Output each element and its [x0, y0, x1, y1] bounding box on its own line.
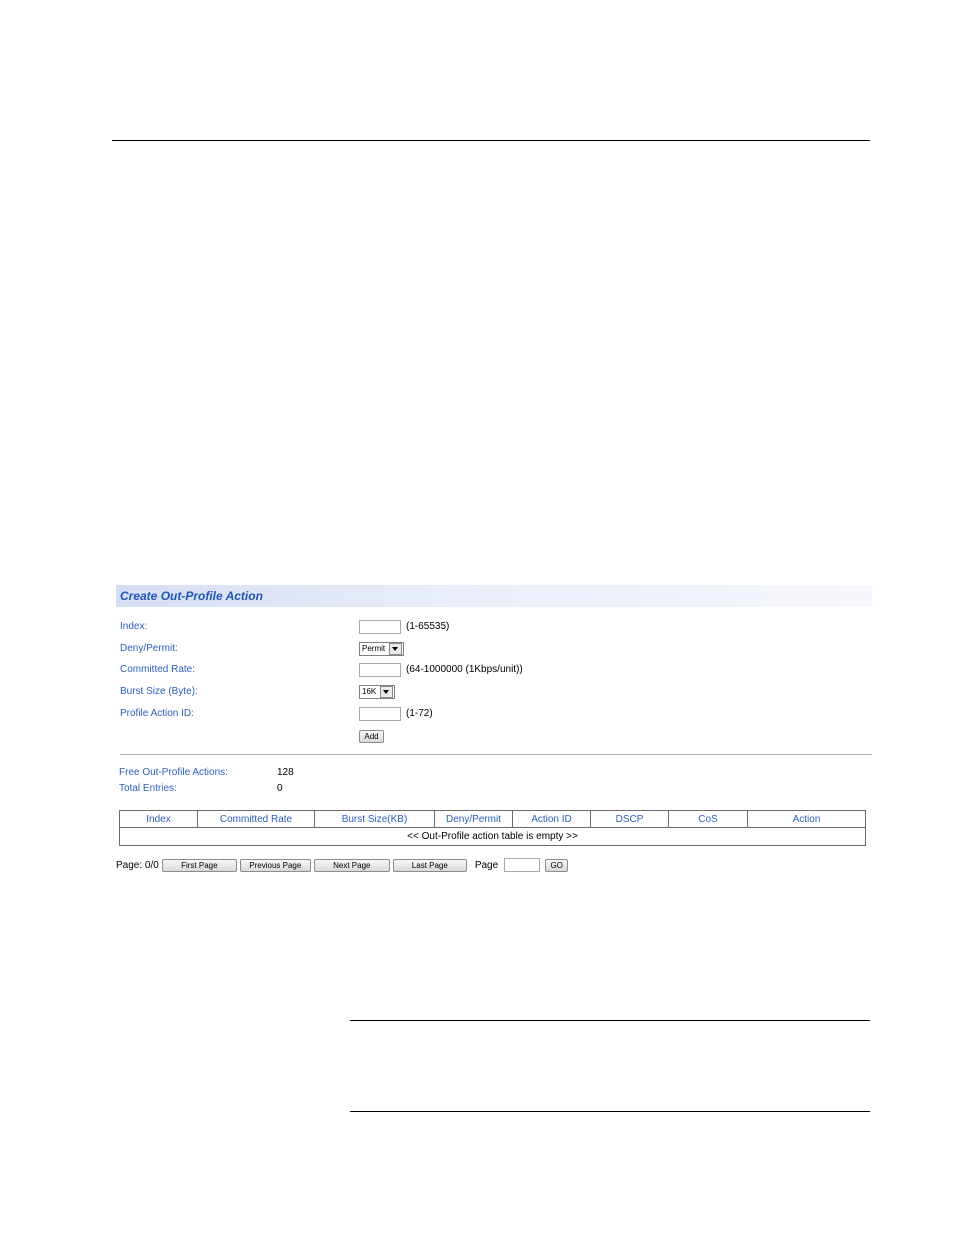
column-header-dscp: DSCP	[591, 811, 669, 828]
section-divider	[120, 754, 872, 755]
page-jump-label: Page	[474, 859, 499, 871]
committed-rate-label: Committed Rate:	[120, 664, 196, 675]
index-input[interactable]	[359, 620, 401, 634]
out-profile-action-table	[119, 810, 866, 846]
column-header-cos: CoS	[669, 811, 748, 828]
profile-action-id-label: Profile Action ID:	[120, 708, 194, 719]
go-button[interactable]: GO	[545, 859, 568, 872]
pagination-bar	[116, 857, 571, 873]
committed-rate-input[interactable]	[359, 663, 401, 677]
total-entries-label: Total Entries:	[119, 783, 177, 794]
profile-action-id-row	[120, 705, 860, 723]
free-actions-label: Free Out-Profile Actions:	[119, 767, 228, 778]
burst-size-label: Burst Size (Byte):	[120, 686, 198, 697]
burst-size-select[interactable]	[359, 685, 395, 699]
last-page-button[interactable]: Last Page	[393, 859, 467, 872]
dropdown-arrow-icon[interactable]	[389, 643, 402, 655]
committed-rate-row	[120, 661, 860, 679]
burst-size-selected-value: 16K	[362, 687, 377, 696]
column-header-action: Action	[748, 811, 866, 828]
column-header-index: Index	[120, 811, 198, 828]
profile-action-id-input[interactable]	[359, 707, 401, 721]
add-row	[120, 727, 860, 745]
deny-permit-selected-value: Permit	[362, 644, 386, 653]
deny-permit-label: Deny/Permit:	[120, 643, 178, 654]
bottom-rule-lower	[350, 1111, 870, 1112]
empty-table-message: << Out-Profile action table is empty >>	[120, 828, 866, 846]
index-row	[120, 618, 860, 636]
column-header-burst-size: Burst Size(KB)	[315, 811, 435, 828]
bottom-rule-upper	[350, 1020, 870, 1021]
panel-title: Create Out-Profile Action	[116, 585, 872, 607]
deny-permit-select[interactable]	[359, 642, 404, 656]
total-entries-value: 0	[277, 783, 283, 794]
column-header-action-id: Action ID	[513, 811, 591, 828]
first-page-button[interactable]: First Page	[162, 859, 237, 872]
page-jump-input[interactable]	[504, 858, 540, 872]
index-range-hint: (1-65535)	[406, 621, 450, 632]
table-row	[120, 828, 866, 846]
next-page-button[interactable]: Next Page	[314, 859, 390, 872]
column-header-committed-rate: Committed Rate	[198, 811, 315, 828]
burst-size-row	[120, 683, 860, 701]
profile-action-id-range-hint: (1-72)	[406, 708, 433, 719]
index-label: Index:	[120, 621, 148, 632]
free-actions-value: 128	[277, 767, 294, 778]
column-header-deny-permit: Deny/Permit	[435, 811, 513, 828]
top-rule	[112, 140, 870, 141]
committed-rate-range-hint: (64-1000000 (1Kbps/unit))	[406, 664, 523, 675]
dropdown-arrow-icon[interactable]	[380, 686, 393, 698]
add-button[interactable]: Add	[359, 730, 384, 743]
create-out-profile-action-panel	[116, 585, 872, 871]
previous-page-button[interactable]: Previous Page	[240, 859, 311, 872]
table-header-row	[120, 811, 866, 828]
page-status: Page: 0/0	[116, 859, 159, 871]
deny-permit-row	[120, 640, 860, 658]
